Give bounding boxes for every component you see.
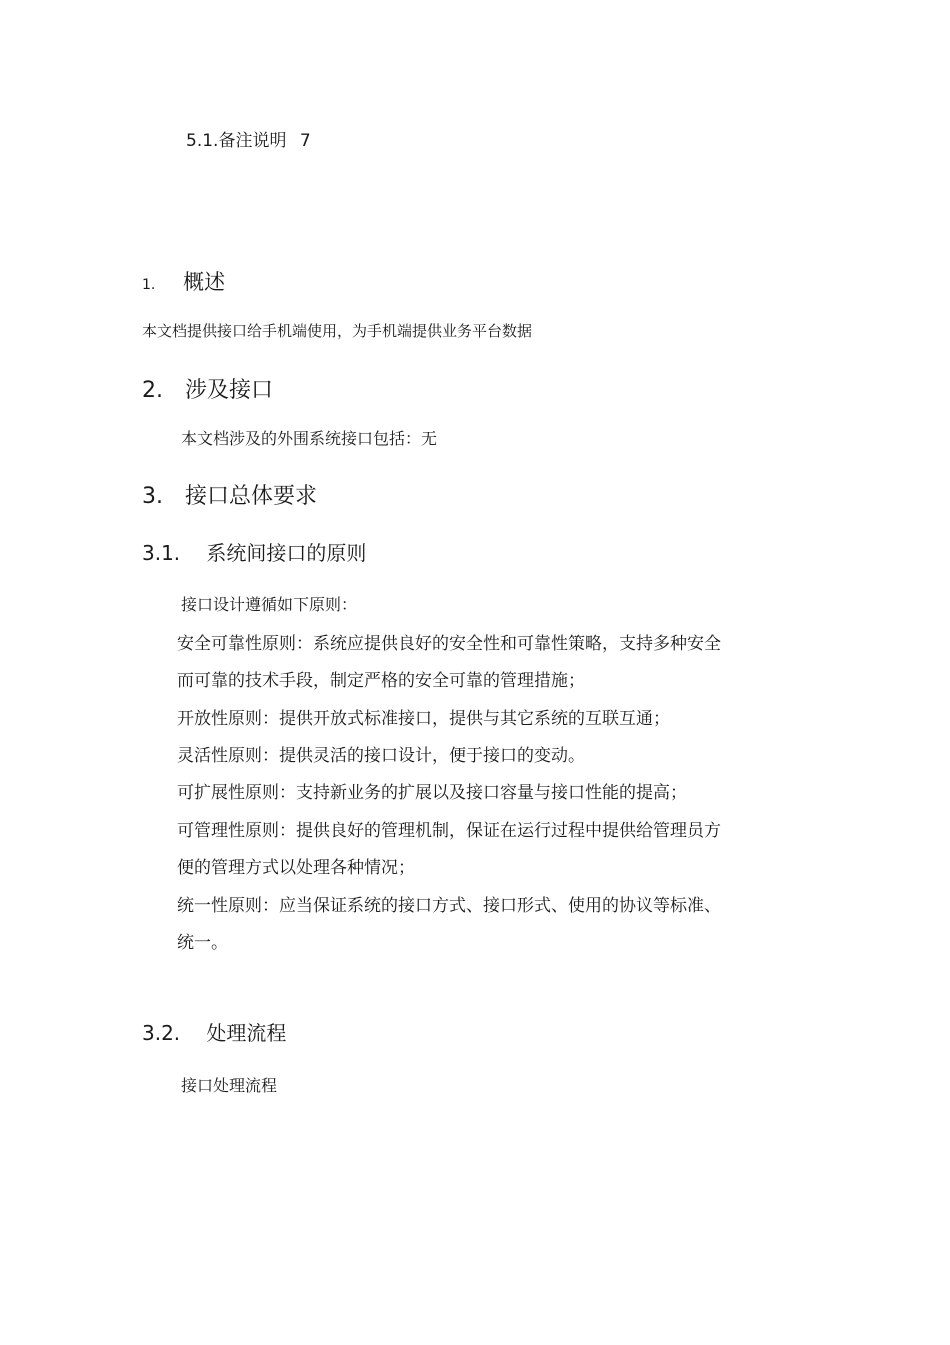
section-2-heading bbox=[142, 373, 273, 404]
section-3-heading bbox=[142, 479, 317, 510]
toc-entry-page: 7 bbox=[299, 131, 311, 151]
principle-line: 统一性原则：应当保证系统的接口方式、接口形式、使用的协议等标准、 bbox=[177, 896, 721, 916]
principle-line: 可管理性原则：提供良好的管理机制，保证在运行过程中提供给管理员方 bbox=[177, 821, 721, 841]
principle-line: 灵活性原则：提供灵活的接口设计，便于接口的变动。 bbox=[177, 746, 585, 766]
section-2-number: 2. bbox=[142, 378, 163, 403]
section-3-title: 接口总体要求 bbox=[185, 484, 318, 509]
principle-line: 开放性原则：提供开放式标准接口，提供与其它系统的互联互通； bbox=[177, 709, 670, 729]
principle-line: 统一。 bbox=[177, 933, 228, 953]
section-3-1-title: 系统间接口的原则 bbox=[206, 541, 367, 565]
section-1-title: 概述 bbox=[183, 270, 226, 294]
section-3-1-heading bbox=[142, 537, 366, 566]
section-1-heading bbox=[142, 266, 225, 296]
section-1-number: 1. bbox=[142, 277, 156, 293]
section-3-2-body: 接口处理流程 bbox=[181, 1076, 278, 1095]
section-2-title: 涉及接口 bbox=[185, 378, 274, 403]
section-3-1-intro: 接口设计遵循如下原则： bbox=[181, 595, 358, 614]
principle-line: 可扩展性原则：支持新业务的扩展以及接口容量与接口性能的提高； bbox=[177, 783, 687, 803]
principle-line: 便的管理方式以处理各种情况； bbox=[177, 858, 415, 878]
toc-entry-title: 5.1.备注说明 bbox=[186, 131, 287, 151]
section-3-1-number: 3.1. bbox=[142, 541, 181, 565]
section-2-body: 本文档涉及的外围系统接口包括：无 bbox=[181, 429, 438, 448]
principle-line: 安全可靠性原则：系统应提供良好的安全性和可靠性策略，支持多种安全 bbox=[177, 634, 721, 654]
section-3-number: 3. bbox=[142, 484, 163, 509]
section-1-body: 本文档提供接口给手机端使用，为手机端提供业务平台数据 bbox=[142, 322, 533, 340]
toc-entry[interactable] bbox=[186, 126, 311, 151]
section-3-2-number: 3.2. bbox=[142, 1021, 181, 1045]
section-3-2-heading bbox=[142, 1017, 286, 1046]
principle-line: 而可靠的技术手段，制定严格的安全可靠的管理措施； bbox=[177, 671, 585, 691]
section-3-2-title: 处理流程 bbox=[206, 1021, 287, 1045]
